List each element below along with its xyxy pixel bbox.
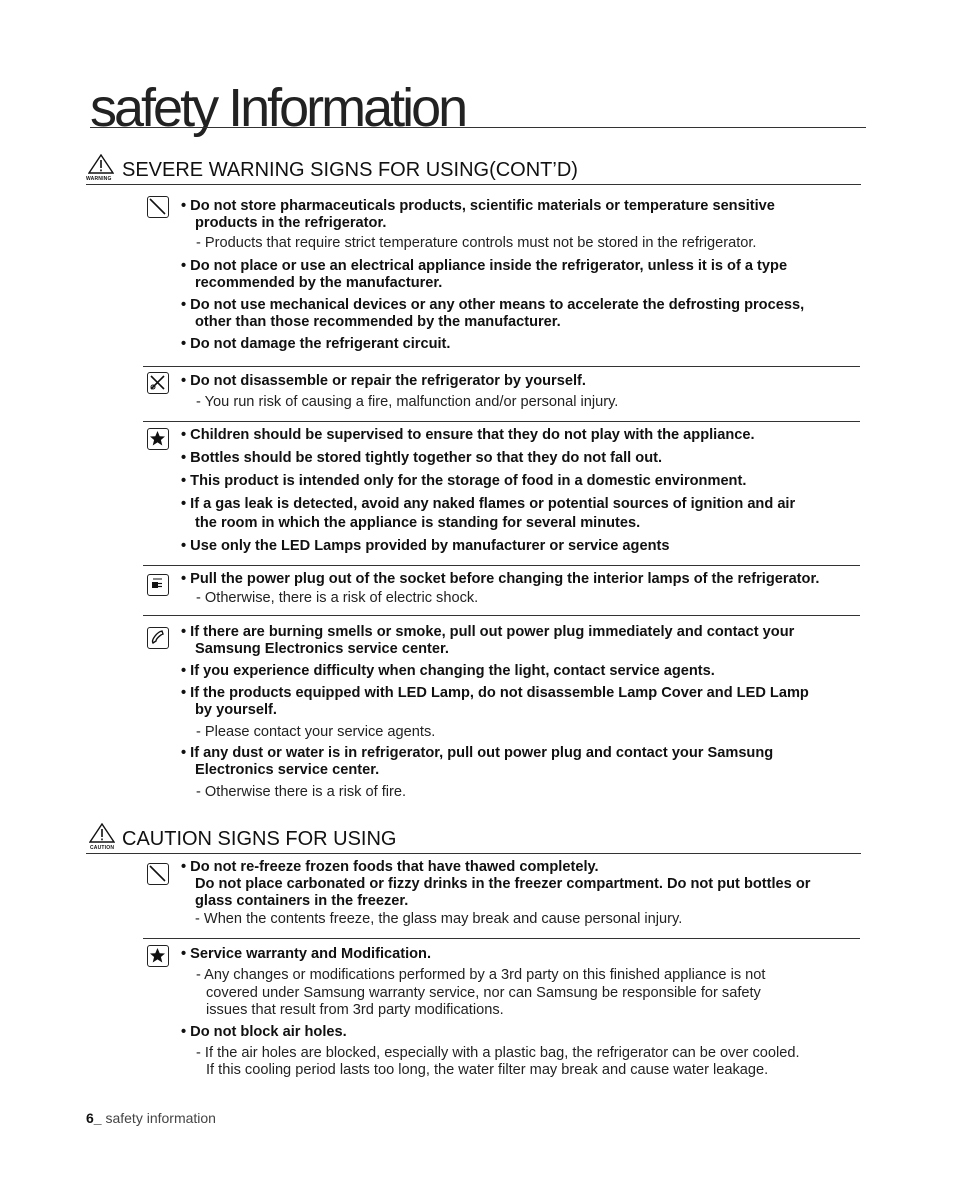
bullet-line: • If any dust or water is in refrigerator, pull out power plug and contact your Samsung xyxy=(181,745,774,761)
page-number: 6_ xyxy=(86,1110,102,1126)
bullet-line: recommended by the manufacturer. xyxy=(195,275,443,291)
bullet-line: • Do not place or use an electrical appliance inside the refrigerator, unless it is of a type xyxy=(181,258,788,274)
bullet-line: products in the refrigerator. xyxy=(195,215,387,231)
sub-line: - Otherwise, there is a risk of electric shock. xyxy=(196,590,479,606)
bullet-line: • If there are burning smells or smoke, pull out power plug immediately and contact your xyxy=(181,624,795,640)
important-star-icon xyxy=(147,428,169,450)
caution-icon xyxy=(86,825,118,851)
section-title: SEVERE WARNING SIGNS FOR USING(CONT’D) xyxy=(122,159,578,181)
bullet-line: • Do not store pharmaceuticals products, scientific materials or temperature sensitive xyxy=(181,198,775,214)
do-not-disassemble-icon xyxy=(147,372,169,394)
bullet-line: • Bottles should be stored tightly together so that they do not fall out. xyxy=(181,450,663,466)
warning-block xyxy=(143,372,860,422)
page-title: safety Information xyxy=(90,78,466,138)
caution-block xyxy=(143,858,860,939)
contact-service-icon xyxy=(147,627,169,649)
sub-line: - Products that require strict temperature controls must not be stored in the refrigerator. xyxy=(196,235,757,251)
bullet-line: • This product is intended only for the storage of food in a domestic environment. xyxy=(181,473,747,489)
sub-line: - If the air holes are blocked, especially with a plastic bag, the refrigerator can be over cooled. xyxy=(196,1045,800,1061)
page-footer xyxy=(86,1110,216,1126)
title-divider xyxy=(90,127,866,128)
caution-block xyxy=(143,945,860,1085)
important-star-icon xyxy=(147,945,169,967)
sub-line: - When the contents freeze, the glass may break and cause personal injury. xyxy=(195,911,683,927)
bullet-line: • If the products equipped with LED Lamp, do not disassemble Lamp Cover and LED Lamp xyxy=(181,685,809,701)
footer-label: safety information xyxy=(105,1110,216,1126)
bullet-line: other than those recommended by the manufacturer. xyxy=(195,314,561,330)
bullet-line: by yourself. xyxy=(195,702,277,718)
warning-block xyxy=(143,196,860,367)
prohibited-icon xyxy=(147,196,169,218)
section-header-caution xyxy=(86,823,861,854)
warning-block xyxy=(143,426,860,566)
warning-icon xyxy=(86,156,118,182)
sub-line: - Please contact your service agents. xyxy=(196,724,436,740)
bullet-line: Do not place carbonated or fizzy drinks in the freezer compartment. Do not put bottles or xyxy=(195,876,811,892)
section-title: CAUTION SIGNS FOR USING xyxy=(122,828,397,850)
bullet-line: • Children should be supervised to ensure that they do not play with the appliance. xyxy=(181,427,755,443)
sub-line: - Any changes or modifications performed by a 3rd party on this finished appliance is not xyxy=(196,967,766,983)
bullet-line: • Do not damage the refrigerant circuit. xyxy=(181,336,451,352)
bullet-line: • Do not use mechanical devices or any other means to accelerate the defrosting process, xyxy=(181,297,805,313)
section-header-severe-warning xyxy=(86,154,861,185)
sub-line: issues that result from 3rd party modifications. xyxy=(206,1002,504,1018)
sub-line: covered under Samsung warranty service, nor can Samsung be responsible for safety xyxy=(206,985,761,1001)
sub-line: If this cooling period lasts too long, the water filter may break and cause water leakage. xyxy=(206,1062,769,1078)
sub-line: - You run risk of causing a fire, malfunction and/or personal injury. xyxy=(196,394,619,410)
bullet-line: • Do not block air holes. xyxy=(181,1024,347,1040)
bullet-line: Electronics service center. xyxy=(195,762,380,778)
bullet-line: Samsung Electronics service center. xyxy=(195,641,449,657)
bullet-line: the room in which the appliance is standing for several minutes. xyxy=(195,515,641,531)
warning-block xyxy=(143,570,860,616)
caution-icon-label: CAUTION xyxy=(90,845,115,851)
bullet-line: • If a gas leak is detected, avoid any naked flames or potential sources of ignition and air xyxy=(181,496,796,512)
bullet-line: • Service warranty and Modification. xyxy=(181,946,432,962)
warning-block xyxy=(143,622,860,807)
bullet-line: • Do not disassemble or repair the refrigerator by yourself. xyxy=(181,373,586,389)
bullet-line: glass containers in the freezer. xyxy=(195,893,409,909)
warning-icon-label: WARNING xyxy=(86,176,112,182)
unplug-icon xyxy=(147,574,169,596)
sub-line: - Otherwise there is a risk of fire. xyxy=(196,784,407,800)
bullet-line: • Do not re-freeze frozen foods that have thawed completely. xyxy=(181,859,599,875)
bullet-line: • Use only the LED Lamps provided by manufacturer or service agents xyxy=(181,538,670,554)
bullet-line: • If you experience difficulty when changing the light, contact service agents. xyxy=(181,663,715,679)
prohibited-icon xyxy=(147,863,169,885)
bullet-line: • Pull the power plug out of the socket before changing the interior lamps of the refrigerator. xyxy=(181,571,820,587)
